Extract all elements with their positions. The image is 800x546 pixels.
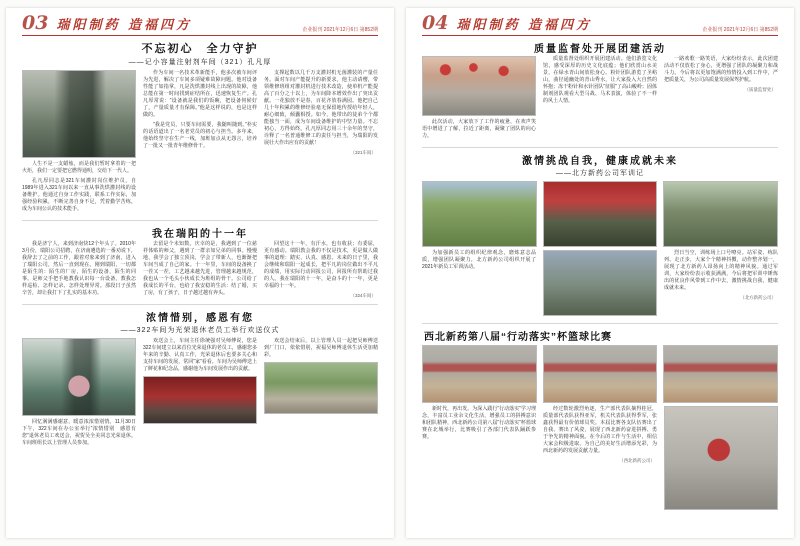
article-byline: （西北新药公司） [619,458,655,463]
article-title: 不忘初心 全力守护 [141,43,259,55]
body-paragraph: 一路欢歌一路笑语，大家纷纷表示，此次团建活动不仅放松了身心，更增强了团队的凝聚力和战斗力。今后将以更加饱满的热情投入到工作中，严把质量关，为公司高质量发展保驾护航。 [664,56,778,83]
photo-park-lanterns-group [422,56,536,116]
body-paragraph: 我是济宁人，来到济南快12个年头了。2010年3月份，瑞阳公司招聘，在济南遴选的一番劝说下，我辞去了之前的工作，跟着对象来到了济南，进入了瑞阳公司，然后一直到现在。刚到瑞阳，一切都是陌生的：陌生的厂房，陌生的设备，陌生的同事。是师父手把手地教我认识每一台设备，教我怎样巡检、怎样记录、怎样处理异常。那段日子虽然辛苦，却让我打下了扎实的基本功。 [22,241,136,296]
article-column [543,406,657,513]
article-column [264,241,378,300]
article-column [664,406,778,513]
body-paragraph: 经过数轮激烈角逐，生产部代表队摘得桂冠，质量部代表队获得亚军，机关代表队获得季军，张鑫获得最有价值球员奖。本届比赛各支队伍赛出了自我、赛出了风姿，展现了西北新药奋进拼搏、勇于争先的精神面貌。在今后的工作与生活中，相信大家会积极进取，为自己的美好生活增添光彩，为西北新药的发展贡献力量。 [543,406,657,454]
body-paragraph: 作为车间一名技术革新能手，他多次被车间评为先进，解决了车间多项疑难故障问题。他对设备性能了如指掌，凡是洗烘灌封线上出现的故障，他总能在第一时间找到症结所在，迅速恢复生产。孔凡厚常说：“设备就是我们的饭碗，把设备伺候好了，产量质量才有保障。”他是这样说的，也是这样做的。 [143,70,257,118]
page-03-header [22,14,378,36]
article-kongfanhou [22,40,378,216]
article-subtitle: ——北方新药公司军训记 [556,170,644,177]
article-eleven-years [22,225,378,300]
article-byline: （质量监督处） [744,87,776,92]
article-byline: （北方新药公司） [740,295,776,300]
article-column [422,406,536,513]
article-column [264,338,378,450]
page-04 [406,8,794,538]
article-column [143,338,257,450]
photo-gym-banner-1 [422,345,537,403]
article-column [543,250,657,319]
article-subtitle: ——322车间为光荣退休老员工举行欢送仪式 [120,327,280,334]
body-paragraph: 欢送会上，车间主任徐统强对吴师傅说，您是322车间建立以来首位光荣退休的老员工，感谢您多年来的辛勤、认真工作，光荣退休后也要多关心和支持车间的发展，常回“家”看看。车间为吴师傅送上了鲜花和纪念品，感谢他为车间发展作出的贡献。 [143,338,257,372]
photo-group-walking-outdoors [264,362,378,414]
body-paragraph: 回望这十一年，有汗水，也有收获；有委屈，更有感动。瑞阳教会我的不仅是技术，更是做人做事的道理：踏实、认真、感恩。未来的日子里，我会继续和瑞阳一起成长，把平凡的岗位做出不平凡的成绩，用实际行动回报公司，回报所有帮助过我的人。我在瑞阳的十一年，是奋斗的十一年，更是幸福的十一年。 [264,241,378,289]
article-title: 浓情惜别，感恩有您 [146,313,254,324]
body-paragraph: 烈日当空，训练场上口号嘹亮。站军姿、练队列、走正步，大家个个精神抖擞，动作整齐划一，展现了北方新药人昂扬向上的精神风貌。通过军训，大家纷纷表示收获满满，今后将把军训中锤炼出的优良作风带到工作中去，激情挑战自我，健康成就未来。 [664,250,778,291]
photo-military-banner-group [543,181,658,247]
body-paragraph: 欢送会结束后，以上管理人员一起把吴师傅送到厂门口，依依惜别，祝福吴师傅退休生活更加精彩。 [264,338,378,358]
masthead-slogan: 瑞阳制药 造福四方 [56,17,192,33]
article-byline: （321车间） [350,150,376,155]
page-number: 04 [422,12,449,34]
article-column [22,338,136,450]
issue-info: 企业报刊 2021年12月6日 第852期 [302,27,378,33]
body-paragraph: 为加强新员工的组织纪律观念，磨炼意志品质，增强团队凝聚力，北方新药公司组织开展了2021年新员工军训活动。 [422,250,536,270]
body-paragraph: 此次活动，大家放下了工作的疲惫，在欢声笑语中增进了了解，拉近了距离，凝聚了团队的向心力。 [422,119,536,139]
photo-trainees-group [543,250,657,316]
article-title: 我在瑞阳的十一年 [152,229,248,240]
section-divider [422,323,778,324]
article-basketball [422,328,778,513]
photo-military-formation [663,181,778,247]
photo-gym-banner-2 [543,345,658,403]
article-title: 质量监督处开展团建活动 [534,44,666,55]
basketball-photo-row [422,345,778,403]
body-paragraph: “我是党员，只要车间需要，我随叫随到。”朴实的话语道出了一名老党员的初心与担当。多年来，他始终坚守在生产一线，加班加点从无怨言，培养了一批又一批青年维修骨干。 [143,122,257,149]
article-byline: （324车间） [350,293,376,298]
body-paragraph: 新时代，再出发。为深入践行“行动落实”学习理念，丰富员工业余文化生活，增强员工的拼搏意识和团队精神，西北新药公司第八届“行动落实”杯篮球赛在北城举行，比赛吸引了各部门代表队踊跃参赛。 [422,406,536,440]
photo-worker-portrait [22,70,136,158]
page-03 [6,8,394,538]
body-paragraph: 支撑起数以几千万支灌封机无菌灌装的产量任务。面对车间产能提升的新要求，他主动请缨，带领维修班组对灌封机进行技术改造，使单机产能提高了百分之十以上，为车间降本增效作出了突出贡献。一花独放不是春，百花齐放春满园。他把自己几十年积累的维修经验毫无保留地传授给年轻人，耐心细致，倾囊相授。如今，他带出的徒弟个个都能独当一面，成为车间设备维护的中坚力量。不忘初心，方得始终。孔凡厚同志用三十余年的坚守，诠释了一名普通维修工的责任与担当，为瑞阳的发展壮大作出应有的贡献！ [264,70,378,146]
article-column [143,70,257,216]
article-column [264,70,378,216]
page-number: 03 [22,12,49,34]
page-04-header [422,14,778,36]
body-paragraph: 质量监督处组织开展团建活动。他们游览文化馆，感受深厚的历史文化底蕴；他们欣赏山水美景，在绿水青山间放松身心。粉针团队游览了圣峪山，曲径通幽处的青山秀水，让大家投入大自然的怀抱；冻干粉针和水针团队“征服”了高山峻岭；固体制剂团队观看大型马战、马术表演，体验了不一样的风土人情。 [543,56,657,104]
article-column [543,56,657,143]
article-column [22,70,136,216]
section-divider [422,147,778,148]
photo-gym-banner-3 [663,345,778,403]
photo-farewell-meeting [143,376,257,424]
photo-training-field [422,181,537,247]
article-column [664,56,778,143]
section-divider [22,220,378,221]
body-paragraph: 人生不是一支蜡烛，而是我们暂时拿着的一把火炬，我们一定要把它燃得通明，交给下一代人。 [22,161,136,174]
article-team-building [422,40,778,143]
photo-basketball-dunk [664,406,778,510]
article-column [22,241,136,300]
article-title: 西北新药第八届“行动落实”杯篮球比赛 [424,332,612,343]
body-paragraph: 去留是个未知数。庆幸的是，我遇到了一位慈祥体贴的师父，遇到了一群亲如兄弟的同事。慢慢地，我学会了独立顶岗，学会了带新人，也渐渐把车间当成了自己的家。十一年里，车间的设备换了一茬又一茬，工艺越来越先进，管理越来越规范，我也从一个毛头小伙成长为班组的骨干。公司给了我成长的平台，也给了我安稳的生活：结了婚，买了房，有了孩子，日子越过越有奔头。 [143,241,257,296]
section-divider [22,304,378,305]
issue-info: 企业报刊 2021年12月6日 第852期 [702,27,778,33]
article-column [422,250,536,319]
article-military-training [422,152,778,319]
masthead-slogan: 瑞阳制药 造福四方 [456,17,592,33]
body-paragraph: 回忆满满感谢意，暖意浓浓惜别情。11月30日下午，322车间在办公室举行“浓情惜别 感恩有您”退休老员工欢送会，祝贺吴全美同志光荣退休。车间班组长以上管理人员参加。 [22,419,136,446]
military-photo-row [422,181,778,247]
article-title: 激情挑战自我，健康成就未来 [522,156,678,167]
body-paragraph: 孔凡厚同志是321车间灌封岗位维护员，自1989年进入321车间以来一直从事洗烘灌封线的设备维护。他通过自身工作实践，联系工作实际，加强经验积累，不断完善自身不足，凭着勤学苦练，成为车间公认的技术能手。 [22,178,136,212]
article-column [422,56,536,143]
article-farewell [22,309,378,450]
article-column [664,250,778,319]
article-subtitle: ——记小容量注射剂车间（321）孔凡厚 [128,59,272,66]
photo-retiree-with-gift [22,338,136,416]
article-column [143,241,257,300]
